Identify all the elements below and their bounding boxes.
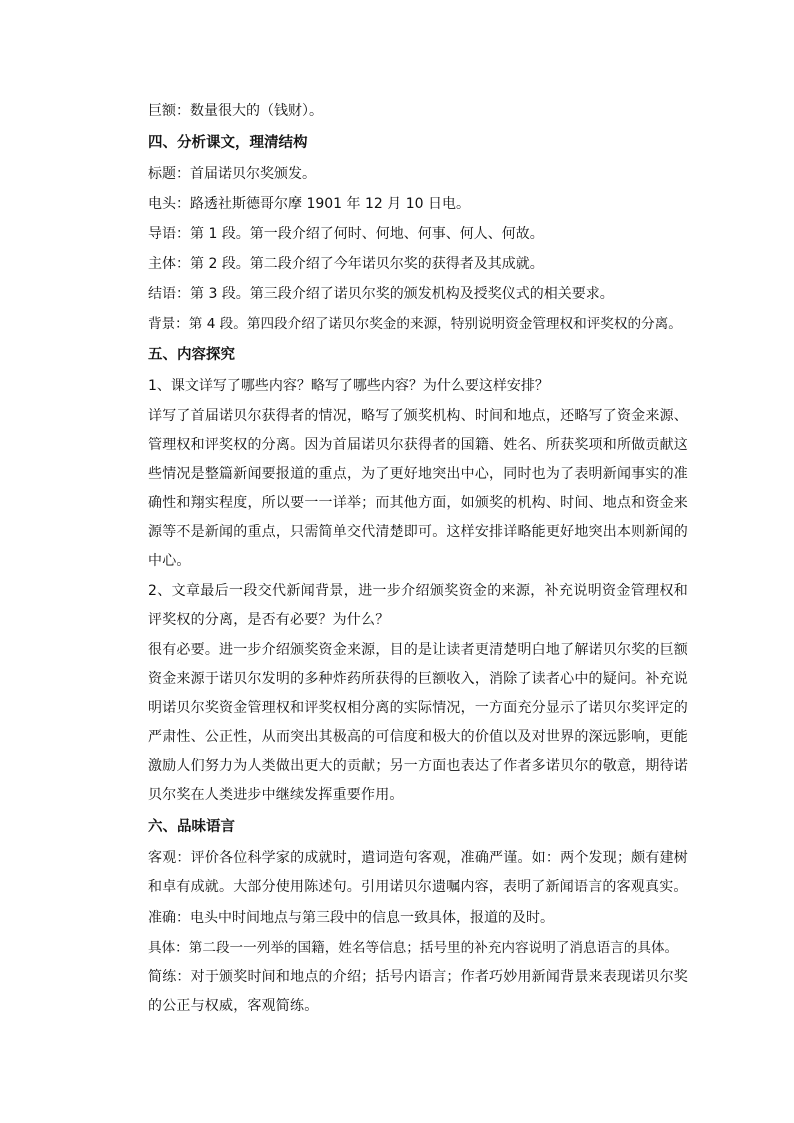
question-2: 2、文章最后一段交代新闻背景，进一步介绍颁奖资金的来源，补充说明资金管理权和评奖权的分离，是否有必要？为什么？ (148, 583, 688, 628)
section-heading-content: 五、内容探究 (148, 347, 235, 363)
structure-conclusion-line: 结语：第 3 段。第三段介绍了诺贝尔奖的颁发机构及授奖仪式的相关要求。 (148, 286, 614, 302)
document-body (148, 96, 688, 1021)
language-concise: 简练：对于颁奖时间和地点的介绍；括号内语言；作者巧妙用新闻背景来表现诺贝尔奖的公正与权威，客观简练。 (148, 969, 688, 1014)
section-heading-language: 六、品味语言 (148, 819, 235, 835)
section-heading-structure: 四、分析课文，理清结构 (148, 135, 308, 151)
structure-background-line: 背景：第 4 段。第四段介绍了诺贝尔奖金的来源，特别说明资金管理权和评奖权的分离。 (148, 316, 682, 332)
answer-2: 很有必要。进一步介绍颁奖资金来源，目的是让读者更清楚明白地了解诺贝尔奖的巨额资金来源于诺贝尔发明的多种炸药所获得的巨额收入，消除了读者心中的疑问。补充说明诺贝尔奖资金管理权和评奖权相分离的实际情况，一方面充分显示了诺贝尔奖评定的严肃性、公正性，从而突出其极高的可信度和极大的价值以及对世界的深远影响，更能激励人们努力为人类做出更大的贡献；另一方面也表达了作者多诺贝尔的敬意，期待诺贝尔奖在人类进步中继续发挥重要作用。 (148, 642, 688, 803)
answer-1: 详写了首届诺贝尔获得者的情况，略写了颁奖机构、时间和地点，还略写了资金来源、管理权和评奖权的分离。因为首届诺贝尔获得者的国籍、姓名、所获奖项和所做贡献这些情况是整篇新闻要报道的重点，为了更好地突出中心，同时也为了表明新闻事实的准确性和翔实程度，所以要一一详举；而其他方面，如颁奖的机构、时间、地点和资金来源等不是新闻的重点，只需简单交代清楚即可。这样安排详略能更好地突出本则新闻的中心。 (148, 408, 688, 569)
question-1: 1、课文详写了哪些内容？略写了哪些内容？为什么要这样安排？ (148, 378, 549, 394)
definition-line: 巨额：数量很大的（钱财）。 (148, 103, 323, 119)
language-specific: 具体：第二段一一列举的国籍，姓名等信息；括号里的补充内容说明了消息语言的具体。 (148, 940, 679, 956)
structure-title-line: 标题：首届诺贝尔奖颁发。 (148, 166, 316, 182)
structure-body-line: 主体：第 2 段。第二段介绍了今年诺贝尔奖的获得者及其成就。 (148, 256, 544, 272)
language-accurate: 准确：电头中时间地点与第三段中的信息一致具体，报道的及时。 (148, 910, 554, 926)
structure-lead-line: 导语：第 1 段。第一段介绍了何时、何地、何事、何人、何故。 (148, 226, 544, 242)
language-objective: 客观：评价各位科学家的成就时，遣词造句客观，准确严谨。如：两个发现；颇有建树和卓有成就。大部分使用陈述句。引用诺贝尔遗嘱内容，表明了新闻语言的客观真实。 (148, 850, 688, 895)
structure-dateline-line: 电头：路透社斯德哥尔摩 1901 年 12 月 10 日电。 (148, 196, 470, 212)
